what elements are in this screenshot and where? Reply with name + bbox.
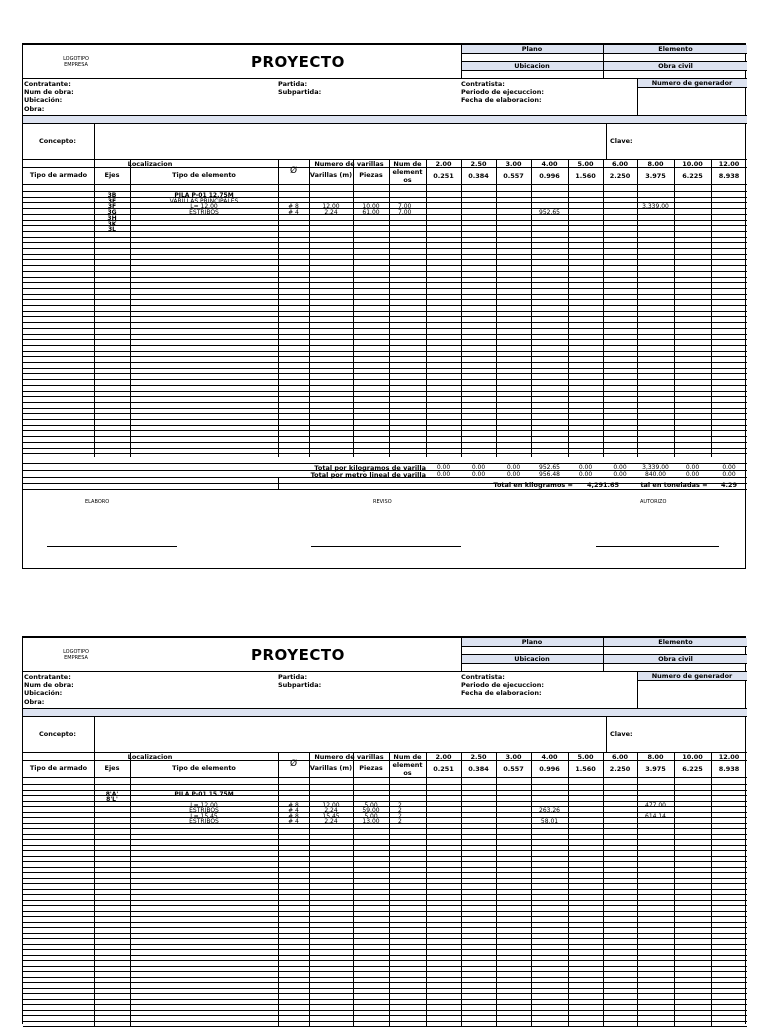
total-kg-value: 0.00 [578,464,593,471]
varillas-m-header: Varillas (m) [309,764,353,772]
contratista-label: Contratista: [461,80,505,88]
diametro-header: Ø [289,166,298,176]
total-kg-value: 3,339.00 [642,464,669,471]
fecha-label: Fecha de elaboracion: [461,689,542,697]
size-header-3: 4.00 [541,753,558,761]
tipo-elemento-header: Tipo de elemento [172,764,236,772]
diametro-header: Ø [289,759,298,769]
logo-line-1: LOGOTIPO [63,649,89,655]
total-ml-value: 0.00 [436,471,451,478]
eje-cell: 3G [107,209,117,217]
num-elementos-cell: 2 [398,807,402,814]
eje-cell: 8'L' [106,796,118,803]
tipo-armado-header: Tipo de armado [29,764,88,772]
weight-header-3: 0.996 [539,765,560,773]
numero-varillas-header: Numero de varillas [314,160,384,168]
obra-label: Obra: [24,698,45,706]
tipo-elemento-cell: PILA P-01 12.75M [174,192,234,199]
total-kg-value: 0.00 [685,464,700,471]
tipo-elemento-cell: PILA P-01 15.75M [174,790,234,798]
piezas-cell: 59.00 [362,807,380,814]
total-ml-value: 840.00 [645,471,666,478]
autorizo-label: AUTORIZO [640,499,667,505]
logo-line-2: EMPRESA [64,62,88,68]
concepto-label: Concepto: [39,730,76,738]
total-ml-value: 0.00 [578,471,593,478]
size-header-6: 8.00 [647,160,664,168]
kg-8-cell: 614.14 [645,812,666,820]
sheet-2 [22,636,746,1024]
varillas-cell: 2.24 [324,818,338,825]
periodo-label: Periodo de ejecuccion: [461,88,544,96]
eje-cell: 3B [107,192,117,199]
piezas-cell: 61.00 [362,209,380,217]
num-elementos-cell: 2 [398,812,402,820]
size-header-5: 6.00 [611,753,629,761]
element-header: element [392,761,423,769]
kg-4-cell: 952.65 [539,209,560,217]
total-kg-value: 0.00 [471,464,486,471]
varillas-cell: 2.24 [324,807,338,814]
eje-cell: 3F [107,203,117,211]
total-kg-label: Total por kilogramos de varilla [314,464,426,472]
elemento-label: Elemento [658,45,693,53]
obra-civil-label: Obra civil [658,62,693,70]
page-title: PROYECTO [251,646,345,664]
ubicacion-label: Ubicacion [514,62,550,70]
total-ml-value: 0.00 [613,471,627,478]
varillas-cell: 2.24 [324,209,338,217]
weight-header-5: 2.250 [609,765,631,773]
weight-header-8: 8.938 [718,172,740,180]
reviso-label: REVISO [373,499,392,505]
obra-label: Obra: [24,105,45,113]
piezas-cell: 5.00 [364,812,378,820]
ejes-header: Ejes [104,764,120,772]
ejes-header: Ejes [104,171,120,179]
sheet-1 [22,43,746,569]
weight-header-8: 8.938 [718,765,740,773]
logo-line-1: LOGOTIPO [63,56,89,62]
varillas-cell: 15.45 [322,812,340,820]
total-kg-value: 0.00 [722,464,736,471]
kg-8-cell: 3,339.00 [642,203,669,211]
eje-cell: 3K [107,220,117,228]
size-header-6: 8.00 [647,753,664,761]
contratante-label: Contratante: [24,673,71,681]
weight-header-5: 2.250 [609,172,631,180]
weight-header-6: 3.975 [645,172,666,180]
diametro-cell: # 4 [288,818,299,825]
tipo-elemento-cell: ESTRIBOS [189,818,219,825]
ubicacion-field-label: Ubicación: [24,96,63,104]
tipo-elemento-cell: L= 12.00 [190,203,218,211]
num-elementos-cell: 2 [398,801,402,809]
total-ml-label: Total por metro lineal de varilla [310,471,426,479]
size-header-0: 2.00 [435,753,452,761]
total-kg-value: 952.65 [539,464,560,471]
partida-label: Partida: [278,80,308,88]
contratante-label: Contratante: [24,80,71,88]
contratista-label: Contratista: [461,673,505,681]
piezas-cell: 10.00 [362,203,380,211]
tipo-elemento-cell: L= 15.45 [190,812,218,820]
diametro-cell: # 8 [288,203,299,211]
weight-header-1: 0.384 [468,765,489,773]
tipo-elemento-cell: VARILLAS PRINCIPALES [169,197,239,205]
concepto-label: Concepto: [39,137,76,145]
localizacion-header: Localizacion [127,160,173,168]
clave-label: Clave: [610,730,633,738]
tipo-elemento-cell: ESTRIBOS [189,209,219,217]
size-header-0: 2.00 [435,160,452,168]
weight-header-1: 0.384 [468,172,489,180]
weight-header-7: 6.225 [682,172,703,180]
reviso-signature-line [311,546,461,547]
varillas-m-header: Varillas (m) [309,171,353,179]
size-header-3: 4.00 [541,160,558,168]
tipo-elemento-header: Tipo de elemento [172,171,236,179]
total-toneladas-label: tal en toneladas = [640,481,708,489]
total-ml-value: 0.00 [685,471,700,478]
diametro-cell: # 4 [288,807,299,814]
total-kilogramos-value: 4,291.65 [586,481,620,489]
num-obra-label: Num de obra: [24,88,74,96]
diametro-cell: # 4 [288,209,299,217]
autorizo-signature-line [596,546,719,547]
size-header-1: 2.50 [470,160,487,168]
size-header-7: 10.00 [682,160,703,168]
varillas-cell: 12.00 [322,801,340,809]
page-title: PROYECTO [251,53,345,71]
size-header-4: 5.00 [577,753,594,761]
subpartida-label: Subpartida: [278,681,322,689]
kg-4-cell: 58.01 [540,818,559,825]
clave-label: Clave: [610,137,633,145]
numero-generador-label: Numero de generador [651,672,733,680]
kg-8-cell: 477.00 [645,801,666,809]
partida-label: Partida: [278,673,308,681]
size-header-8: 12.00 [718,753,740,761]
obra-civil-label: Obra civil [658,655,693,663]
piezas-header: Piezas [359,171,383,179]
fecha-label: Fecha de elaboracion: [461,96,542,104]
periodo-label: Periodo de ejecuccion: [461,681,544,689]
piezas-cell: 5.00 [364,801,378,809]
diametro-cell: # 8 [288,812,299,820]
weight-header-2: 0.557 [503,172,524,180]
piezas-header: Piezas [359,764,383,772]
total-ml-value: 956.48 [539,471,560,478]
total-ml-value: 0.00 [506,471,521,478]
weight-header-0: 0.251 [433,765,454,773]
weight-header-4: 1.560 [575,172,596,180]
elaboro-signature-line [47,546,177,547]
plano-label: Plano [521,45,543,53]
numero-generador-label: Numero de generador [651,79,733,87]
os-header: os [403,769,412,777]
eje-cell: 3L [108,226,116,234]
weight-header-0: 0.251 [433,172,454,180]
elaboro-label: ELABORO [85,499,110,505]
eje-cell: 3E [107,197,117,205]
weight-header-7: 6.225 [682,765,703,773]
num-de-header: Num de [393,753,422,761]
eje-cell: 3H [107,214,117,222]
varillas-cell: 12.00 [322,203,340,211]
total-kg-value: 0.00 [506,464,521,471]
localizacion-header: Localizacion [127,753,173,761]
total-kilogramos-label: Total en kilogramos = [493,481,573,489]
weight-header-6: 3.975 [645,765,666,773]
tipo-elemento-cell: ESTRIBOS [189,807,219,814]
tipo-elemento-cell: L= 12.00 [190,801,218,809]
elemento-label: Elemento [658,638,693,646]
total-ml-value: 0.00 [471,471,486,478]
logo-line-2: EMPRESA [64,655,88,661]
total-kg-value: 0.00 [436,464,451,471]
weight-header-2: 0.557 [503,765,524,773]
num-obra-label: Num de obra: [24,681,74,689]
ubicacion-label: Ubicacion [514,655,550,663]
weight-header-3: 0.996 [539,172,560,180]
total-kg-value: 0.00 [613,464,627,471]
diametro-cell: # 8 [288,801,299,809]
size-header-4: 5.00 [577,160,594,168]
num-elementos-cell: 7.00 [398,203,412,211]
eje-cell: 8'A' [105,790,119,798]
subpartida-label: Subpartida: [278,88,322,96]
tipo-armado-header: Tipo de armado [29,171,88,179]
size-header-2: 3.00 [505,160,522,168]
size-header-2: 3.00 [505,753,522,761]
ubicacion-field-label: Ubicación: [24,689,63,697]
element-header: element [392,168,423,176]
kg-4-cell: 263.26 [539,807,560,814]
size-header-7: 10.00 [682,753,703,761]
plano-label: Plano [521,638,543,646]
total-toneladas-value: 4.29 [720,481,738,489]
num-de-header: Num de [393,160,422,168]
size-header-8: 12.00 [718,160,740,168]
num-elementos-cell: 2 [398,818,402,825]
numero-varillas-header: Numero de varillas [314,753,384,761]
size-header-1: 2.50 [470,753,487,761]
weight-header-4: 1.560 [575,765,596,773]
num-elementos-cell: 7.00 [398,209,412,217]
size-header-5: 6.00 [611,160,629,168]
piezas-cell: 13.00 [362,818,380,825]
os-header: os [403,176,412,184]
total-ml-value: 0.00 [722,471,736,478]
